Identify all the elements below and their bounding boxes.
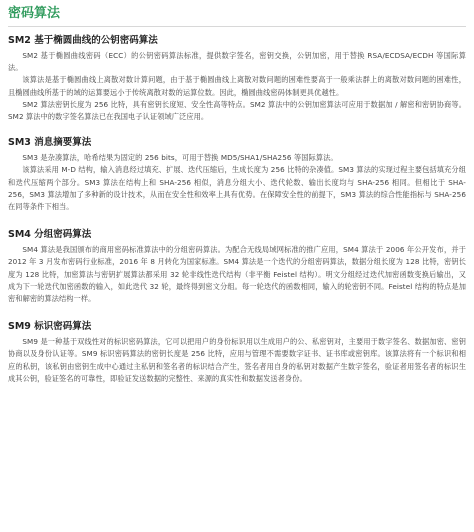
section-heading-sm9: SM9 标识密码算法: [8, 321, 92, 333]
section-sm9: [8, 320, 466, 385]
sm3-paragraph-1: SM3 是杂凑算法，哈希结果为固定的 256 bits，可用于替换 MD5/SHA1/SHA256 等国际算法。: [22, 153, 338, 163]
section-sm2: [8, 34, 466, 123]
section-sm4: [8, 228, 466, 305]
sm9-paragraph-1: SM9 是一种基于双线性对的标识密码算法，它可以把用户的身份标识用以生成用户的公、私密钥对，主要用于数字签名、数据加密、密钥协商以及身份认证等。SM9 标识密码算法的密钥长度是 256 比特，应用与管理不需要数字证书、证书库或密钥库。该算法将有一个标识和相应的私钥，该私钥由密钥生成中心通过主私钥和签名者的标识结合产生，签名者用自身的私钥对数据产生数字签名，验证者用签名者的标识生成其公钥，验证签名的可靠性，即验证发送数据的完整性、来源的真实性和数据发送者身份。: [8, 337, 466, 383]
title-divider: [8, 26, 466, 27]
sm2-paragraph-2: 该算法是基于椭圆曲线上离散对数计算问题，由于基于椭圆曲线上离散对数问题的困难性要高于一般乘法群上的离散对数问题的困难性，且椭圆曲线所基于的域的运算要远小于传统离散对数的运算位数。因此，椭圆曲线密码体制更具优越性。: [8, 75, 466, 97]
section-heading-sm3: SM3 消息摘要算法: [8, 137, 92, 149]
sm2-paragraph-3: SM2 算法密钥长度为 256 比特，具有密钥长度短、安全性高等特点。SM2 算法中的公钥加密算法可应用于数据加 / 解密和密钥协商等。SM2 算法中的数字签名算法已在我国电子认证领域广泛应用。: [8, 99, 466, 122]
sm3-paragraph-2: 该算法采用 M-D 结构，输入消息经过填充、扩展、迭代压缩后，生成长度为 256 比特的杂凑值。SM3 算法的实现过程主要包括填充分组和迭代压缩两个部分。SM3 算法在结构上和 SHA-256 相似，消息分组大小、迭代轮数、输出长度均与 SHA-256 相同。但相比于 SHA-256，SM3 算法增加了多种新的设计技术，从而在安全性和效率上具有优势。在保障安全性的前提下，SM3 算法的综合性能指标与 SHA-256 在同等条件下相当。: [8, 165, 466, 212]
page-title: 密码算法: [8, 6, 61, 21]
sm4-paragraph-1: SM4 算法是我国颁布的商用密码标准算法中的分组密码算法。为配合无线局域网标准的推广应用，SM4 算法于 2006 年公开发布，并于 2012 年 3 月发布密码行业标准，2016 年 8 月转化为国家标准。SM4 算法是一个迭代的分组密码算法，数据分组长度为 128 比特，密钥长度为 128 比特，加密算法与密钥扩展算法都采用 32 轮非线性迭代结构（非平衡 Feistel 结构）。明文分组经过迭代加密函数变换后输出，又成为下一轮迭代加密函数的输入，如此迭代 32 轮，最终得到密文分组。每一轮迭代的函数相同，输入的轮密钥不同。Feistel 结构的特点是加密和解密的算法结构一样。: [8, 245, 466, 304]
section-sm3: [8, 136, 466, 213]
section-heading-sm2: SM2 基于椭圆曲线的公钥密码算法: [8, 35, 158, 46]
section-heading-sm4: SM4 分组密码算法: [8, 229, 92, 241]
sm2-paragraph-1: SM2 基于椭圆曲线密码（ECC）的公钥密码算法标准，提供数字签名，密钥交换，公钥加密，用于替换 RSA/ECDSA/ECDH 等国际算法。: [8, 51, 466, 73]
